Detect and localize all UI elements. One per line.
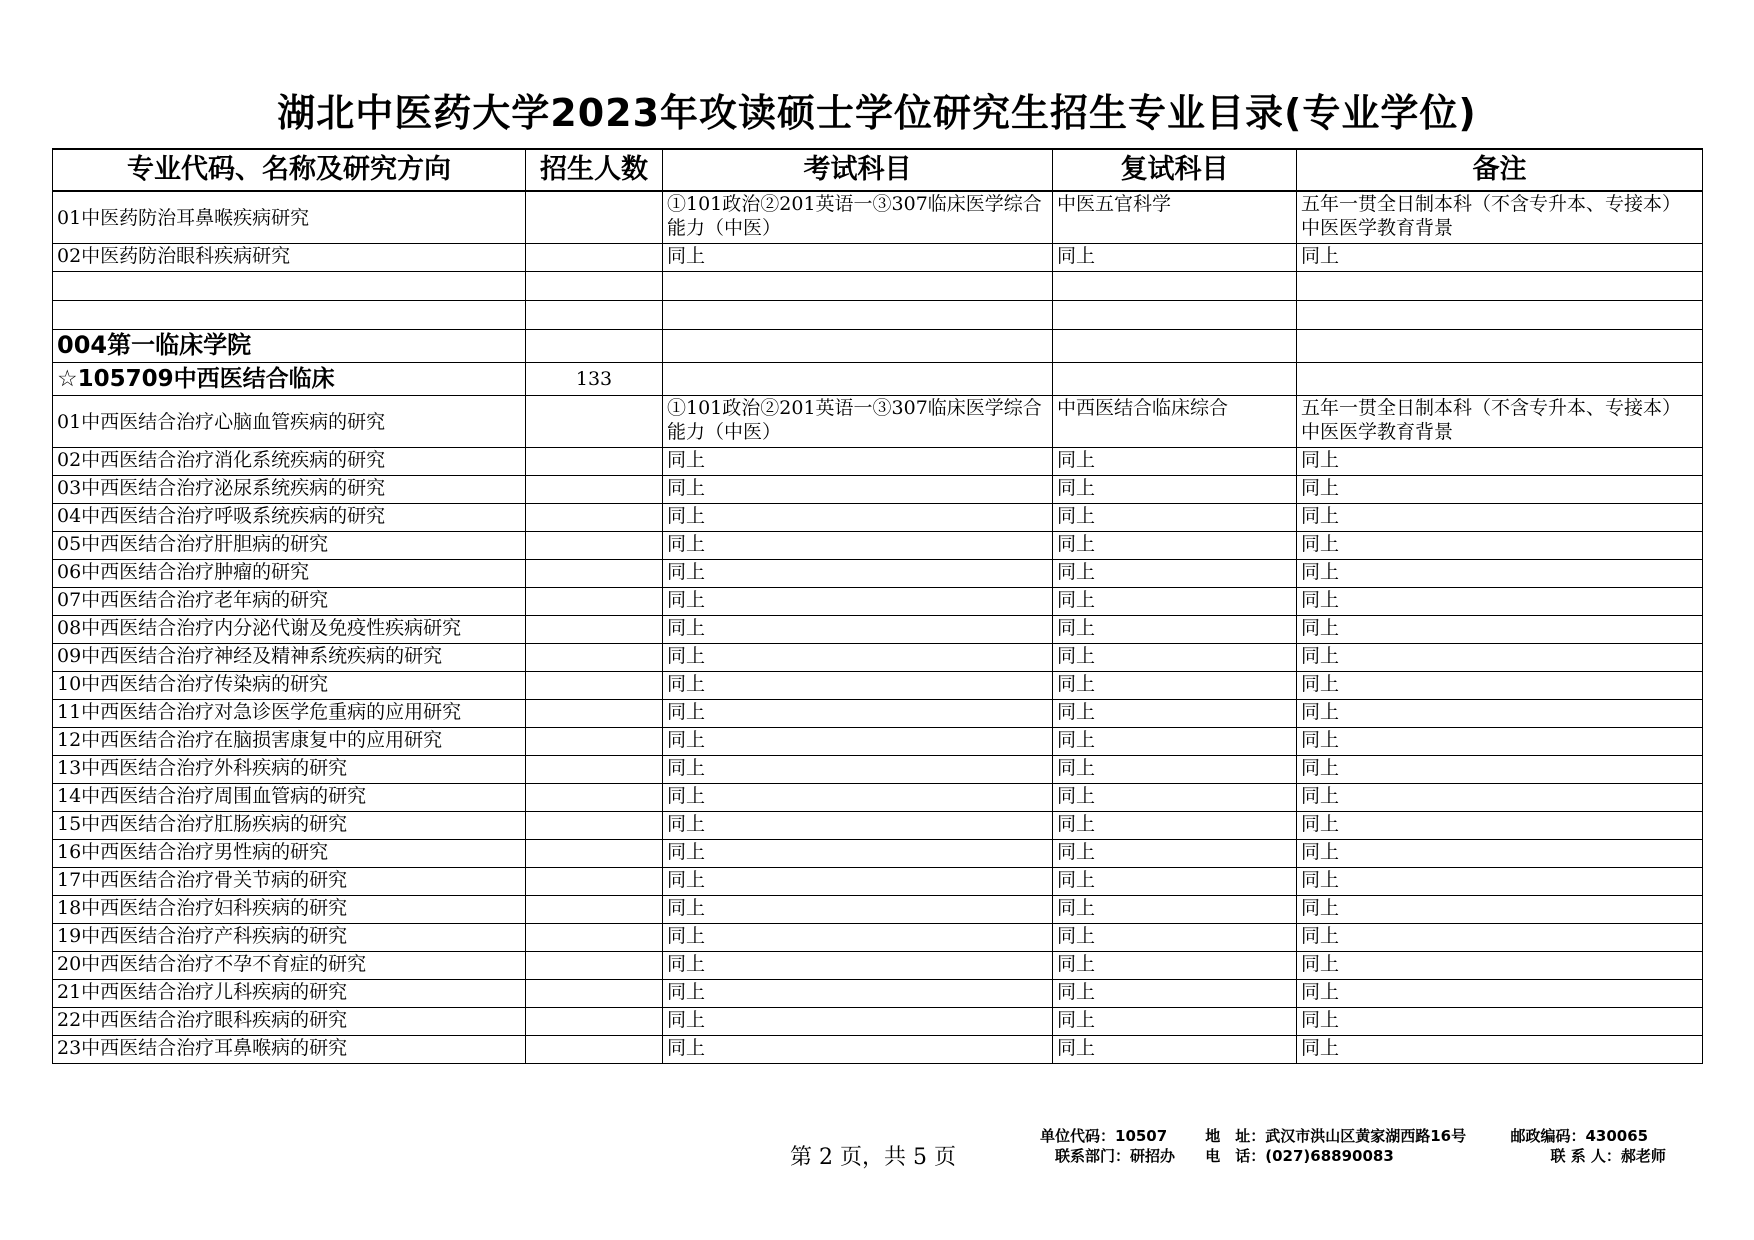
direction-cell xyxy=(53,728,526,756)
exam-cell xyxy=(663,1036,1053,1064)
exam-cell xyxy=(663,448,1053,476)
direction-text: 03中西医结合治疗泌尿系统疾病的研究 xyxy=(57,477,386,499)
table-row xyxy=(53,1008,1703,1036)
retest-text: 同上 xyxy=(1057,449,1096,471)
note-cell xyxy=(1297,504,1703,532)
exam-cell xyxy=(663,784,1053,812)
exam-cell xyxy=(663,504,1053,532)
note-cell xyxy=(1297,1036,1703,1064)
direction-text: 02中医药防治眼科疾病研究 xyxy=(57,245,291,267)
count-cell xyxy=(526,840,663,868)
contact-info xyxy=(1040,1126,1666,1166)
exam-text: ①101政治②201英语一③307临床医学综合能力（中医） xyxy=(667,193,1042,239)
retest-cell xyxy=(1053,476,1297,504)
retest-cell xyxy=(1053,756,1297,784)
exam-cell xyxy=(663,616,1053,644)
count-cell xyxy=(526,896,663,924)
direction-cell xyxy=(53,588,526,616)
exam-cell xyxy=(663,700,1053,728)
direction-text: 23中西医结合治疗耳鼻喉病的研究 xyxy=(57,1037,348,1059)
exam-cell xyxy=(663,644,1053,672)
direction-cell xyxy=(53,644,526,672)
note-text: 同上 xyxy=(1301,757,1340,779)
exam-cell xyxy=(663,588,1053,616)
direction-text: 17中西医结合治疗骨关节病的研究 xyxy=(57,869,348,891)
note-cell xyxy=(1297,301,1703,330)
count-text: 133 xyxy=(575,368,613,390)
retest-text: 同上 xyxy=(1057,925,1096,947)
retest-cell xyxy=(1053,532,1297,560)
address: 地 址：武汉市洪山区黄家湖西路16号 xyxy=(1205,1127,1467,1145)
note-text: 五年一贯全日制本科（不含专升本、专接本）中医医学教育背景 xyxy=(1301,397,1682,443)
count-cell xyxy=(526,868,663,896)
contact-person: 联 系 人：郝老师 xyxy=(1550,1147,1666,1165)
exam-cell xyxy=(663,728,1053,756)
direction-cell xyxy=(53,363,526,396)
retest-text: 同上 xyxy=(1057,841,1096,863)
direction-cell xyxy=(53,616,526,644)
note-cell xyxy=(1297,952,1703,980)
table-row xyxy=(53,784,1703,812)
count-cell xyxy=(526,560,663,588)
enrollment-table xyxy=(52,148,1703,1064)
note-text: 同上 xyxy=(1301,1009,1340,1031)
retest-text: 中医五官科学 xyxy=(1057,193,1172,215)
note-cell xyxy=(1297,812,1703,840)
note-text: 同上 xyxy=(1301,561,1340,583)
retest-cell xyxy=(1053,700,1297,728)
exam-cell xyxy=(663,840,1053,868)
college-name: 004第一临床学院 xyxy=(57,331,252,359)
retest-text: 同上 xyxy=(1057,869,1096,891)
retest-text: 中西医结合临床综合 xyxy=(1057,397,1229,419)
count-cell xyxy=(526,396,663,448)
count-cell xyxy=(526,672,663,700)
retest-text: 同上 xyxy=(1057,505,1096,527)
direction-cell xyxy=(53,700,526,728)
exam-cell xyxy=(663,244,1053,272)
table-row xyxy=(53,1036,1703,1064)
note-cell xyxy=(1297,840,1703,868)
note-text: 同上 xyxy=(1301,981,1340,1003)
direction-text: 01中西医结合治疗心脑血管疾病的研究 xyxy=(57,410,386,433)
retest-cell xyxy=(1053,896,1297,924)
table-row xyxy=(53,532,1703,560)
note-cell xyxy=(1297,396,1703,448)
exam-text: 同上 xyxy=(667,897,706,919)
note-cell xyxy=(1297,924,1703,952)
direction-text: 14中西医结合治疗周围血管病的研究 xyxy=(57,785,367,807)
exam-text: 同上 xyxy=(667,645,706,667)
retest-cell xyxy=(1053,840,1297,868)
note-cell xyxy=(1297,672,1703,700)
retest-cell xyxy=(1053,812,1297,840)
note-cell xyxy=(1297,476,1703,504)
exam-cell xyxy=(663,672,1053,700)
table-row xyxy=(53,560,1703,588)
exam-cell xyxy=(663,896,1053,924)
exam-cell xyxy=(663,980,1053,1008)
exam-cell xyxy=(663,363,1053,396)
direction-text: 11中西医结合治疗对急诊医学危重病的应用研究 xyxy=(57,701,462,723)
table-row xyxy=(53,504,1703,532)
note-cell xyxy=(1297,756,1703,784)
exam-text: 同上 xyxy=(667,785,706,807)
direction-cell xyxy=(53,272,526,301)
note-cell xyxy=(1297,896,1703,924)
direction-text: 15中西医结合治疗肛肠疾病的研究 xyxy=(57,813,348,835)
note-text: 同上 xyxy=(1301,785,1340,807)
note-text: 同上 xyxy=(1301,897,1340,919)
table-body xyxy=(53,191,1703,1064)
direction-cell xyxy=(53,476,526,504)
retest-cell xyxy=(1053,448,1297,476)
count-cell xyxy=(526,504,663,532)
table-header-row xyxy=(53,149,1703,191)
exam-text: 同上 xyxy=(667,813,706,835)
retest-cell xyxy=(1053,272,1297,301)
note-cell xyxy=(1297,560,1703,588)
direction-cell xyxy=(53,1008,526,1036)
direction-text: 12中西医结合治疗在脑损害康复中的应用研究 xyxy=(57,729,443,751)
note-cell xyxy=(1297,868,1703,896)
note-text: 同上 xyxy=(1301,869,1340,891)
count-cell xyxy=(526,1008,663,1036)
direction-cell xyxy=(53,924,526,952)
direction-text: 07中西医结合治疗老年病的研究 xyxy=(57,589,329,611)
table-row xyxy=(53,700,1703,728)
count-cell xyxy=(526,363,663,396)
direction-text: 08中西医结合治疗内分泌代谢及免疫性疾病研究 xyxy=(57,617,462,639)
direction-cell xyxy=(53,952,526,980)
header-retest: 复试科目 xyxy=(1053,149,1297,191)
page-title: 湖北中医药大学2023年攻读硕士学位研究生招生专业目录(专业学位) xyxy=(277,91,1477,135)
direction-text: 06中西医结合治疗肿瘤的研究 xyxy=(57,561,310,583)
retest-cell xyxy=(1053,952,1297,980)
count-cell xyxy=(526,784,663,812)
retest-text: 同上 xyxy=(1057,477,1096,499)
count-cell xyxy=(526,616,663,644)
exam-text: 同上 xyxy=(667,673,706,695)
table-row xyxy=(53,952,1703,980)
exam-text: 同上 xyxy=(667,533,706,555)
note-cell xyxy=(1297,448,1703,476)
direction-cell xyxy=(53,1036,526,1064)
retest-cell xyxy=(1053,644,1297,672)
exam-cell xyxy=(663,396,1053,448)
table-row xyxy=(53,812,1703,840)
retest-text: 同上 xyxy=(1057,757,1096,779)
count-cell xyxy=(526,924,663,952)
note-text: 同上 xyxy=(1301,645,1340,667)
count-cell xyxy=(526,980,663,1008)
exam-text: 同上 xyxy=(667,617,706,639)
count-cell xyxy=(526,644,663,672)
unit-code: 单位代码：10507 xyxy=(1040,1127,1168,1145)
note-text: 同上 xyxy=(1301,617,1340,639)
retest-cell xyxy=(1053,560,1297,588)
table-row xyxy=(53,448,1703,476)
exam-cell xyxy=(663,560,1053,588)
exam-text: 同上 xyxy=(667,953,706,975)
retest-cell xyxy=(1053,244,1297,272)
table-row xyxy=(53,896,1703,924)
header-note: 备注 xyxy=(1297,149,1703,191)
table-row xyxy=(53,301,1703,330)
table-row xyxy=(53,672,1703,700)
count-cell xyxy=(526,812,663,840)
note-text: 同上 xyxy=(1301,449,1340,471)
exam-cell xyxy=(663,191,1053,244)
note-text: 同上 xyxy=(1301,841,1340,863)
exam-text: 同上 xyxy=(667,245,706,267)
note-cell xyxy=(1297,644,1703,672)
note-text: 同上 xyxy=(1301,813,1340,835)
note-text: 同上 xyxy=(1301,505,1340,527)
table-row xyxy=(53,396,1703,448)
exam-text: 同上 xyxy=(667,729,706,751)
exam-text: 同上 xyxy=(667,701,706,723)
direction-cell xyxy=(53,672,526,700)
exam-text: 同上 xyxy=(667,757,706,779)
header-direction: 专业代码、名称及研究方向 xyxy=(53,149,526,191)
exam-text: 同上 xyxy=(667,869,706,891)
note-cell xyxy=(1297,728,1703,756)
retest-cell xyxy=(1053,868,1297,896)
count-cell xyxy=(526,476,663,504)
note-cell xyxy=(1297,700,1703,728)
table-row xyxy=(53,588,1703,616)
retest-text: 同上 xyxy=(1057,953,1096,975)
direction-cell xyxy=(53,301,526,330)
major-name: ☆105709中西医结合临床 xyxy=(57,365,335,392)
direction-text: 10中西医结合治疗传染病的研究 xyxy=(57,673,329,695)
retest-cell xyxy=(1053,301,1297,330)
count-cell xyxy=(526,272,663,301)
retest-cell xyxy=(1053,784,1297,812)
direction-text: 05中西医结合治疗肝胆病的研究 xyxy=(57,533,329,555)
direction-text: 01中医药防治耳鼻喉疾病研究 xyxy=(57,206,310,229)
exam-cell xyxy=(663,812,1053,840)
direction-text: 20中西医结合治疗不孕不育症的研究 xyxy=(57,953,367,975)
retest-text: 同上 xyxy=(1057,589,1096,611)
retest-cell xyxy=(1053,672,1297,700)
direction-cell xyxy=(53,868,526,896)
count-cell xyxy=(526,330,663,363)
header-exam: 考试科目 xyxy=(663,149,1053,191)
retest-text: 同上 xyxy=(1057,897,1096,919)
count-cell xyxy=(526,952,663,980)
direction-cell xyxy=(53,560,526,588)
note-cell xyxy=(1297,330,1703,363)
direction-cell xyxy=(53,784,526,812)
note-cell xyxy=(1297,244,1703,272)
count-cell xyxy=(526,191,663,244)
direction-cell xyxy=(53,756,526,784)
note-cell xyxy=(1297,532,1703,560)
direction-text: 13中西医结合治疗外科疾病的研究 xyxy=(57,757,348,779)
table-row xyxy=(53,272,1703,301)
exam-text: 同上 xyxy=(667,561,706,583)
count-cell xyxy=(526,244,663,272)
table-row xyxy=(53,868,1703,896)
exam-cell xyxy=(663,924,1053,952)
exam-cell xyxy=(663,272,1053,301)
retest-cell xyxy=(1053,588,1297,616)
exam-text: 同上 xyxy=(667,1009,706,1031)
retest-cell xyxy=(1053,980,1297,1008)
retest-text: 同上 xyxy=(1057,701,1096,723)
retest-text: 同上 xyxy=(1057,729,1096,751)
direction-cell xyxy=(53,812,526,840)
retest-cell xyxy=(1053,1036,1297,1064)
count-cell xyxy=(526,588,663,616)
exam-cell xyxy=(663,301,1053,330)
direction-text: 21中西医结合治疗儿科疾病的研究 xyxy=(57,981,348,1003)
retest-cell xyxy=(1053,363,1297,396)
direction-cell xyxy=(53,896,526,924)
direction-text: 22中西医结合治疗眼科疾病的研究 xyxy=(57,1009,348,1031)
exam-cell xyxy=(663,476,1053,504)
exam-text: 同上 xyxy=(667,981,706,1003)
note-text: 同上 xyxy=(1301,533,1340,555)
table-row xyxy=(53,728,1703,756)
retest-text: 同上 xyxy=(1057,617,1096,639)
note-cell xyxy=(1297,784,1703,812)
retest-text: 同上 xyxy=(1057,1009,1096,1031)
department: 联系部门：研招办 xyxy=(1055,1147,1176,1165)
exam-text: 同上 xyxy=(667,449,706,471)
table-row xyxy=(53,756,1703,784)
retest-cell xyxy=(1053,1008,1297,1036)
retest-cell xyxy=(1053,924,1297,952)
retest-cell xyxy=(1053,616,1297,644)
direction-text: 16中西医结合治疗男性病的研究 xyxy=(57,841,329,863)
retest-text: 同上 xyxy=(1057,245,1096,267)
retest-text: 同上 xyxy=(1057,1037,1096,1059)
retest-text: 同上 xyxy=(1057,561,1096,583)
retest-text: 同上 xyxy=(1057,645,1096,667)
table-row xyxy=(53,476,1703,504)
note-text: 同上 xyxy=(1301,729,1340,751)
note-text: 同上 xyxy=(1301,1037,1340,1059)
phone: 电 话：(027)68890083 xyxy=(1205,1147,1394,1165)
note-cell xyxy=(1297,588,1703,616)
exam-cell xyxy=(663,952,1053,980)
direction-cell xyxy=(53,504,526,532)
exam-text: 同上 xyxy=(667,589,706,611)
note-text: 同上 xyxy=(1301,953,1340,975)
exam-cell xyxy=(663,868,1053,896)
retest-cell xyxy=(1053,191,1297,244)
note-cell xyxy=(1297,980,1703,1008)
direction-cell xyxy=(53,191,526,244)
direction-cell xyxy=(53,330,526,363)
count-cell xyxy=(526,532,663,560)
retest-text: 同上 xyxy=(1057,785,1096,807)
page-number: 第 2 页，共 5 页 xyxy=(790,1145,956,1170)
count-cell xyxy=(526,756,663,784)
exam-text: 同上 xyxy=(667,841,706,863)
note-cell xyxy=(1297,616,1703,644)
note-cell xyxy=(1297,191,1703,244)
retest-cell xyxy=(1053,728,1297,756)
retest-text: 同上 xyxy=(1057,533,1096,555)
direction-cell xyxy=(53,396,526,448)
exam-cell xyxy=(663,1008,1053,1036)
direction-cell xyxy=(53,840,526,868)
retest-text: 同上 xyxy=(1057,981,1096,1003)
direction-cell xyxy=(53,244,526,272)
direction-cell xyxy=(53,448,526,476)
exam-cell xyxy=(663,532,1053,560)
table-row xyxy=(53,191,1703,244)
note-text: 同上 xyxy=(1301,925,1340,947)
exam-cell xyxy=(663,756,1053,784)
exam-text: 同上 xyxy=(667,925,706,947)
exam-text: ①101政治②201英语一③307临床医学综合能力（中医） xyxy=(667,397,1042,443)
note-text: 五年一贯全日制本科（不含专升本、专接本）中医医学教育背景 xyxy=(1301,193,1682,239)
count-cell xyxy=(526,301,663,330)
retest-cell xyxy=(1053,330,1297,363)
exam-text: 同上 xyxy=(667,1037,706,1059)
note-text: 同上 xyxy=(1301,589,1340,611)
note-cell xyxy=(1297,272,1703,301)
exam-text: 同上 xyxy=(667,477,706,499)
note-cell xyxy=(1297,1008,1703,1036)
note-text: 同上 xyxy=(1301,477,1340,499)
table-row xyxy=(53,644,1703,672)
note-text: 同上 xyxy=(1301,701,1340,723)
table-row xyxy=(53,980,1703,1008)
postcode: 邮政编码：430065 xyxy=(1510,1127,1649,1145)
table-row xyxy=(53,616,1703,644)
direction-text: 09中西医结合治疗神经及精神系统疾病的研究 xyxy=(57,645,443,667)
table-row xyxy=(53,244,1703,272)
direction-text: 19中西医结合治疗产科疾病的研究 xyxy=(57,925,348,947)
direction-text: 02中西医结合治疗消化系统疾病的研究 xyxy=(57,449,386,471)
direction-text: 18中西医结合治疗妇科疾病的研究 xyxy=(57,897,348,919)
note-text: 同上 xyxy=(1301,673,1340,695)
exam-text: 同上 xyxy=(667,505,706,527)
count-cell xyxy=(526,700,663,728)
note-cell xyxy=(1297,363,1703,396)
exam-cell xyxy=(663,330,1053,363)
direction-cell xyxy=(53,980,526,1008)
count-cell xyxy=(526,728,663,756)
count-cell xyxy=(526,448,663,476)
table-row xyxy=(53,363,1703,396)
note-text: 同上 xyxy=(1301,245,1340,267)
header-count: 招生人数 xyxy=(526,149,663,191)
table-row xyxy=(53,924,1703,952)
table-row xyxy=(53,330,1703,363)
retest-text: 同上 xyxy=(1057,673,1096,695)
direction-cell xyxy=(53,532,526,560)
retest-text: 同上 xyxy=(1057,813,1096,835)
retest-cell xyxy=(1053,504,1297,532)
table-row xyxy=(53,840,1703,868)
retest-cell xyxy=(1053,396,1297,448)
count-cell xyxy=(526,1036,663,1064)
direction-text: 04中西医结合治疗呼吸系统疾病的研究 xyxy=(57,505,386,527)
